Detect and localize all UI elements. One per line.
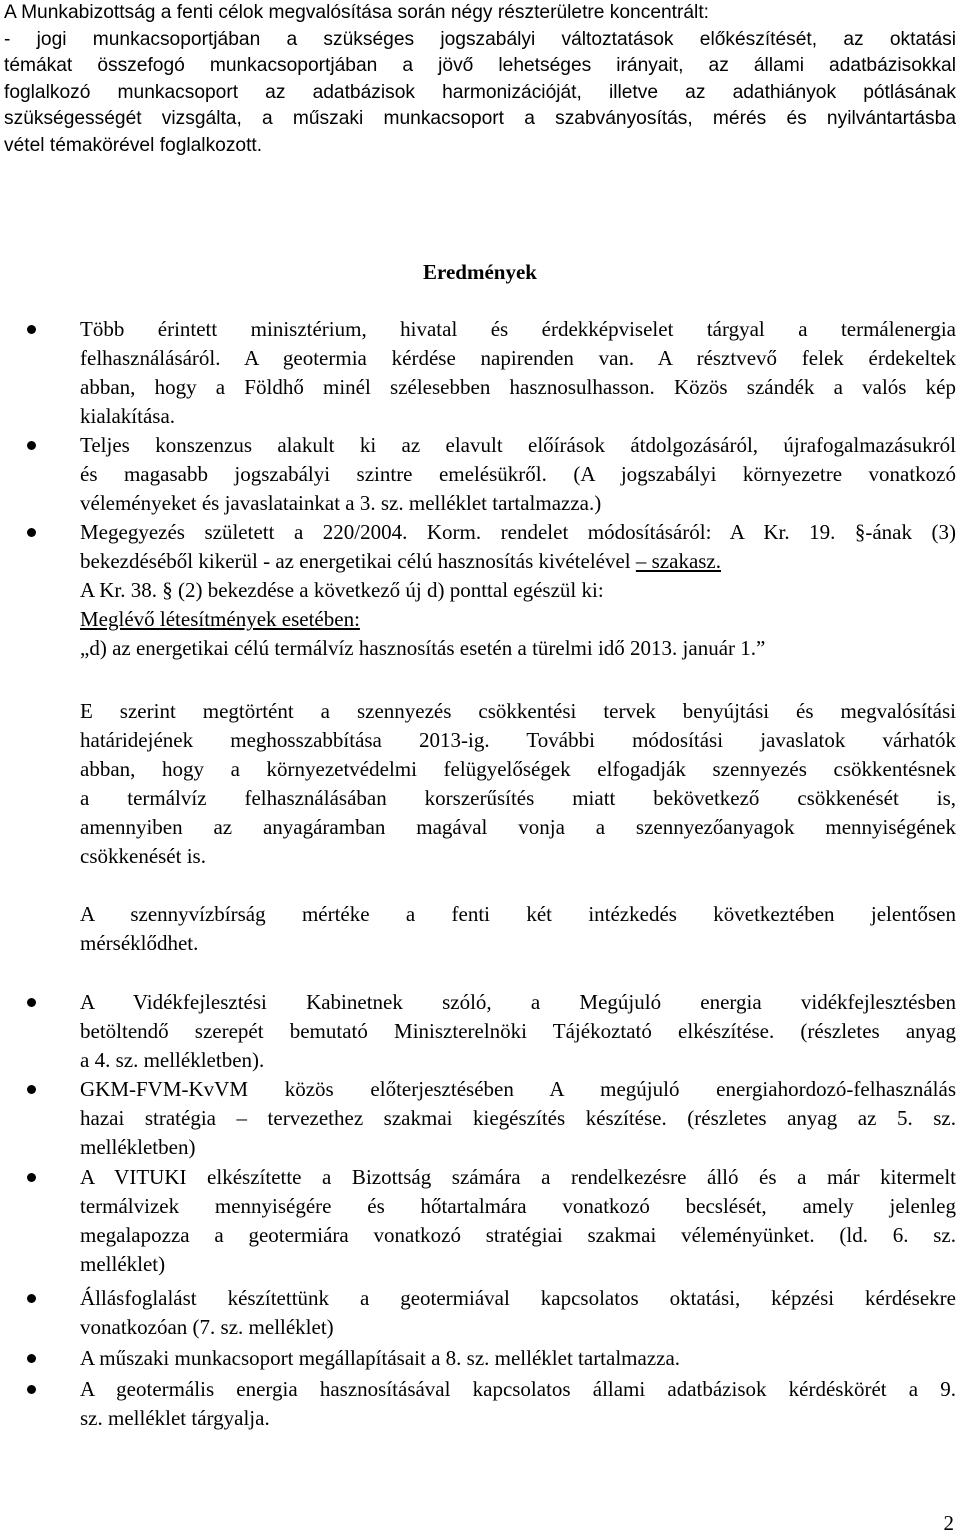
paragraph-fine: [80, 900, 956, 958]
paragraph-line: határidejének meghosszabbítása 2013-ig. További módosítási javaslatok várhatók: [80, 728, 956, 752]
paragraph-line: amennyiben az anyagáramban magával vonja a szennyezőanyagok mennyiségének: [80, 815, 956, 839]
bullet-line: Teljes konszenzus alakult ki az elavult előírások átdolgozásáról, újrafogalmazásukról: [80, 433, 956, 457]
page-number: 2: [943, 1511, 954, 1535]
bullet-line: A Vidékfejlesztési Kabinetnek szóló, a Megújuló energia vidékfejlesztésben: [80, 990, 956, 1014]
paragraph-deadline: [80, 697, 956, 871]
bullet-line: mellékletben): [80, 1135, 196, 1159]
paragraph-line: a termálvíz felhasználásában korszerűsítés miatt bekövetkező csökkenését is,: [80, 786, 956, 810]
bullet-line: kialakítása.: [80, 404, 176, 428]
bullet-line: A geotermális energia hasznosításával kapcsolatos állami adatbázisok kérdéskörét a 9.: [80, 1377, 956, 1401]
underlined-label: Meglévő létesítmények esetében:: [80, 607, 360, 631]
paragraph-line: abban, hogy a környezetvédelmi felügyelőségek elfogadják szennyezés csökkentésnek: [80, 757, 956, 781]
bullet-line: Több érintett minisztérium, hivatal és érdekképviselet tárgyal a termálenergia: [80, 317, 956, 341]
bullet-item: [80, 1284, 956, 1342]
bullet-line: a 4. sz. mellékletben).: [80, 1048, 265, 1072]
bullet-line: hazai stratégia – tervezethez szakmai kiegészítés készítése. (részletes anyag az 5. sz.: [80, 1106, 956, 1130]
bullet-line: GKM-FVM-KvVM közös előterjesztésében A megújuló energiahordozó-felhasználás: [80, 1077, 956, 1101]
bullet-line: véleményeket és javaslatainkat a 3. sz. melléklet tartalmazza.): [80, 491, 602, 515]
intro-paragraph: [4, 0, 956, 160]
bullet-item: [80, 1375, 956, 1433]
intro-line: - jogi munkacsoportjában a szükséges jogszabályi változtatások előkészítését, az oktatási: [4, 28, 956, 50]
bullet-item: [80, 315, 956, 431]
paragraph-line: csökkenését is.: [80, 844, 206, 868]
intro-line: szükségességét vizsgálta, a műszaki munkacsoport a szabványosítás, mérés és nyilvántartásba: [4, 108, 956, 130]
bullet-line: betöltendő szerepét bemutató Miniszterelnöki Tájékoztató elkészítése. (részletes anyag: [80, 1019, 956, 1043]
bullet-line: termálvizek mennyiségére és hőtartalmára vonatkozó becslését, amely jelenleg: [80, 1194, 956, 1218]
intro-line: foglalkozó munkacsoport az adatbázisok harmonizációját, illetve az adathiányok pótlásának: [4, 81, 956, 103]
intro-line: A Munkabizottság a fenti célok megvalósítása során négy részterületre koncentrált:: [4, 2, 709, 23]
paragraph-line: E szerint megtörtént a szennyezés csökkentési tervek benyújtási és megvalósítási: [80, 699, 956, 723]
bullet-line: vonatkozóan (7. sz. melléklet): [80, 1315, 334, 1339]
section-heading: Eredmények: [423, 260, 537, 284]
struck-word: – szakasz.: [635, 549, 722, 573]
bullet-item: [80, 1075, 956, 1162]
bullet-line: melléklet): [80, 1252, 166, 1276]
bullet-line: „d) az energetikai célú termálvíz hasznosítás esetén a türelmi idő 2013. január 1.”: [80, 636, 766, 660]
intro-line: vétel témakörével foglalkozott.: [4, 134, 263, 156]
bullet-item: [80, 1163, 956, 1279]
bullet-item: [80, 1344, 956, 1373]
bullet-line: A műszaki munkacsoport megállapításait a 8. sz. melléklet tartalmazza.: [80, 1346, 681, 1370]
paragraph-line: A szennyvízbírság mértéke a fenti két intézkedés következtében jelentősen: [80, 902, 956, 926]
bullet-line-text: bekezdéséből kikerül - az energetikai célú hasznosítás kivételével: [80, 549, 631, 573]
bullet-line: Állásfoglalást készítettünk a geotermiával kapcsolatos oktatási, képzési kérdésekre: [80, 1286, 956, 1310]
bullet-line: [80, 547, 956, 576]
bullet-item: [80, 988, 956, 1075]
intro-line: témákat összefogó munkacsoportjában a jövő lehetséges irányait, az állami adatbázisokkal: [4, 55, 956, 77]
bullet-line: és magasabb jogszabályi szintre emelésükről. (A jogszabályi környezetre vonatkozó: [80, 462, 956, 486]
bullet-line: megalapozza a geotermiára vonatkozó stratégiai szakmai véleményünket. (ld. 6. sz.: [80, 1223, 956, 1247]
bullet-line: felhasználásáról. A geotermia kérdése napirenden van. A résztvevő felek érdekeltek: [80, 346, 956, 370]
bullet-line: abban, hogy a Földhő minél szélesebben hasznosulhasson. Közös szándék a valós kép: [80, 375, 956, 399]
bullet-item: [80, 431, 956, 518]
bullet-line: Megegyezés született a 220/2004. Korm. rendelet módosításáról: A Kr. 19. §-ának (3): [80, 520, 956, 544]
bullet-line: A VITUKI elkészítette a Bizottság számára a rendelkezésre álló és a már kitermelt: [80, 1165, 956, 1189]
bullet-item: [80, 518, 956, 663]
bullet-line: sz. melléklet tárgyalja.: [80, 1406, 270, 1430]
paragraph-line: mérséklődhet.: [80, 931, 199, 955]
bullet-line: A Kr. 38. § (2) bekezdése a következő új d) ponttal egészül ki:: [80, 578, 604, 602]
